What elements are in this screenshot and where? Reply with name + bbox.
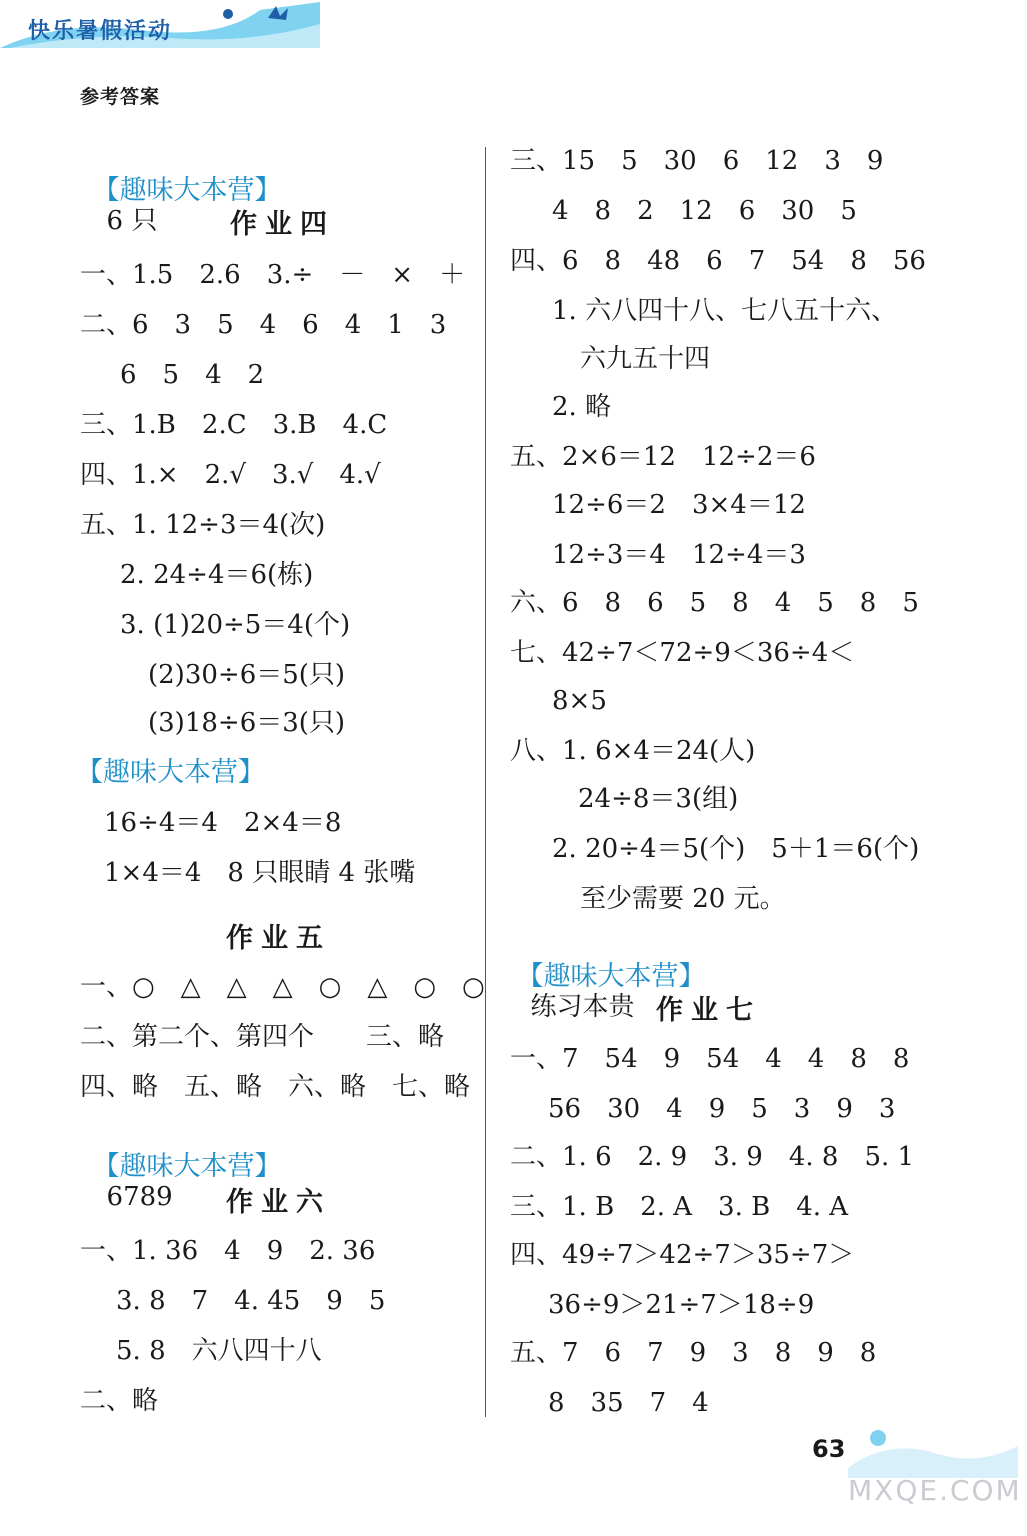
fun-bracket: 【趣味大本营】 xyxy=(92,1151,282,1182)
hw7-line: 五、7 6 7 9 3 8 9 8 xyxy=(510,1338,877,1368)
homework-7-title: 作业七 xyxy=(656,995,761,1026)
fun-line: 16÷4＝4 2×4＝8 xyxy=(104,808,342,838)
right-line: 六、6 8 6 5 8 4 5 8 5 xyxy=(510,588,919,618)
right-line: 12÷6＝2 3×4＝12 xyxy=(552,490,806,520)
hw5-line: 四、略 五、略 六、略 七、略 xyxy=(80,1072,471,1102)
watermark xyxy=(848,1418,1022,1518)
hw6-line: 一、1. 36 4 9 2. 36 xyxy=(80,1236,376,1266)
hw4-line: 二、6 3 5 4 6 4 1 3 xyxy=(80,310,447,340)
hw4-line: (3)18÷6＝3(只) xyxy=(148,708,346,738)
right-line: 24÷8＝3(组) xyxy=(578,784,739,814)
right-line: 8×5 xyxy=(552,686,607,716)
hw7-line: 一、7 54 9 54 4 4 8 8 xyxy=(510,1044,910,1074)
hw4-line: 3. (1)20÷5＝4(个) xyxy=(120,610,351,640)
fun-answer: 6789 xyxy=(106,1182,173,1212)
fun-answer: 练习本贵 xyxy=(530,992,635,1022)
hw6-line: 二、略 xyxy=(80,1386,159,1416)
fun-answer: 6 只 xyxy=(106,206,158,236)
right-line: 至少需要 20 元。 xyxy=(580,884,786,914)
column-divider xyxy=(485,147,486,1417)
hw4-line: 五、1. 12÷3＝4(次) xyxy=(80,510,326,540)
homework-5-title: 作业五 xyxy=(226,923,331,954)
right-line: 2. 略 xyxy=(552,392,612,422)
hw7-line: 四、49÷7＞42÷7＞35÷7＞ xyxy=(510,1240,855,1270)
homework-4-title: 作业四 xyxy=(230,209,335,240)
right-line: 1. 六八四十八、七八五十六、 xyxy=(552,296,898,326)
right-line: 四、6 8 48 6 7 54 8 56 xyxy=(510,246,926,276)
fun-bracket: 【趣味大本营】 xyxy=(516,961,706,992)
hw4-line: (2)30÷6＝5(只) xyxy=(148,660,346,690)
hw7-line: 二、1. 6 2. 9 3. 9 4. 8 5. 1 xyxy=(510,1142,915,1172)
hw5-line: 二、第二个、第四个 三、略 xyxy=(80,1022,445,1052)
right-line: 12÷3＝4 12÷4＝3 xyxy=(552,540,806,570)
right-line: 五、2×6＝12 12÷2＝6 xyxy=(510,442,816,472)
hw7-line: 8 35 7 4 xyxy=(548,1388,709,1418)
right-line: 八、1. 6×4＝24(人) xyxy=(510,736,756,766)
hw4-line: 6 5 4 2 xyxy=(120,360,265,390)
hw4-line: 四、1.× 2.√ 3.√ 4.√ xyxy=(80,460,381,490)
homework-6-title: 作业六 xyxy=(226,1187,331,1218)
right-line: 4 8 2 12 6 30 5 xyxy=(552,196,857,226)
hw5-line: 一、○ △ △ △ ○ △ ○ ○ xyxy=(80,972,485,1002)
hw7-line: 56 30 4 9 5 3 9 3 xyxy=(548,1094,896,1124)
header-banner xyxy=(0,0,320,50)
right-line: 六九五十四 xyxy=(580,344,711,374)
right-line: 2. 20÷4＝5(个) 5＋1＝6(个) xyxy=(552,834,920,864)
right-line: 七、42÷7＜72÷9＜36÷4＜ xyxy=(510,638,855,668)
watermark-text: MXQE.COM xyxy=(848,1474,1022,1507)
hw4-line: 一、1.5 2.6 3.÷ － × ＋ xyxy=(80,260,466,290)
fun-bracket: 【趣味大本营】 xyxy=(76,757,265,788)
fun-bracket: 【趣味大本营】 xyxy=(92,175,282,206)
hw6-line: 3. 8 7 4. 45 9 5 xyxy=(116,1286,386,1316)
hw7-line: 三、1. B 2. A 3. B 4. A xyxy=(510,1192,849,1222)
hw4-line: 2. 24÷4＝6(栋) xyxy=(120,560,314,590)
right-line: 三、15 5 30 6 12 3 9 xyxy=(510,146,884,176)
header-title: 快乐暑假活动 xyxy=(28,19,173,44)
page-number: 63 xyxy=(812,1435,846,1463)
header-label: 参考答案 xyxy=(80,86,161,108)
hw6-line: 5. 8 六八四十八 xyxy=(116,1336,322,1366)
fun-line: 1×4＝4 8 只眼睛 4 张嘴 xyxy=(104,858,416,888)
hw4-line: 三、1.B 2.C 3.B 4.C xyxy=(80,410,388,440)
hw7-line: 36÷9＞21÷7＞18÷9 xyxy=(548,1290,815,1320)
watermark-logo-icon xyxy=(848,1418,1018,1478)
